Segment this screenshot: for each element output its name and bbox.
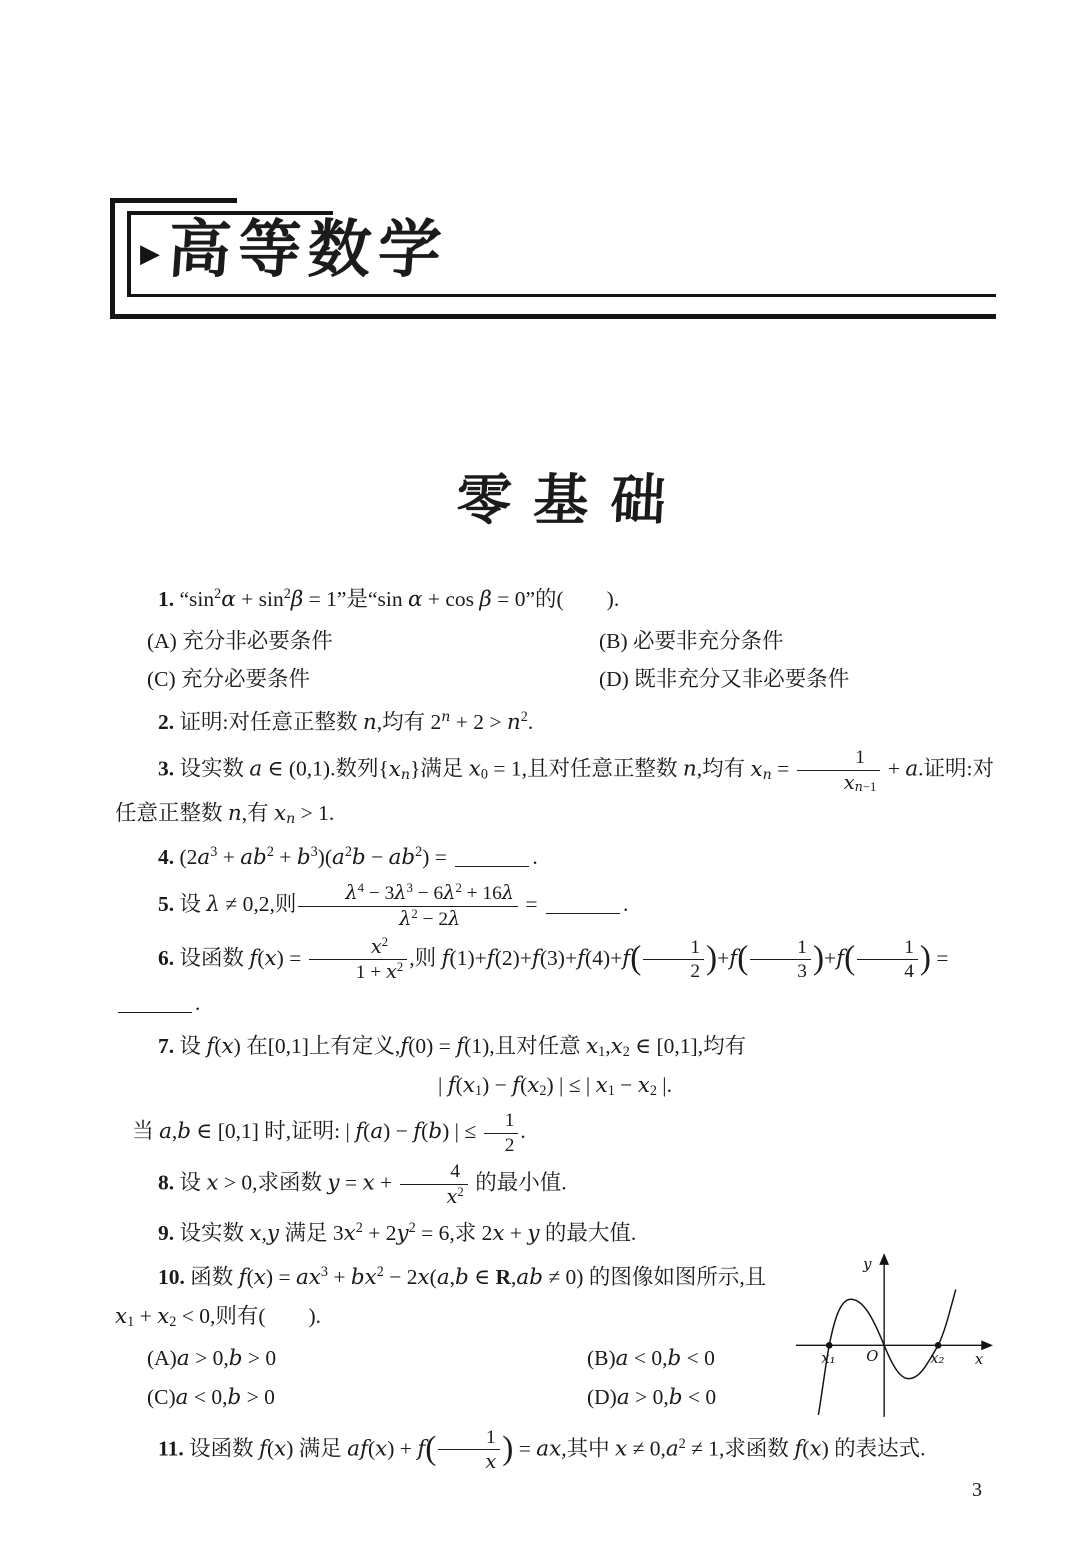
problem-11: 11. 设函数 f(x) 满足 af(x) + f( $\frac{1}{x}$ ) = ax,其中 $x \ne 0,a^2 \ne 1$,求函数 f(x) 的表达式. [158,1426,926,1474]
chapter-title: 高等数学 [165,215,451,285]
right-triangle-icon: ▶ [140,239,160,269]
problem-10-option-b: (B)a < 0,b < 0 [587,1345,715,1371]
problem-list [115,452,995,1474]
problem-10-options [115,1339,783,1417]
header-border-inner-bottom [127,294,996,297]
header-border-outer-bottom [110,314,996,319]
page-number: 3 [972,1479,982,1501]
cubic-function-figure [789,1250,995,1422]
problem-6: 6. 设函数 f(x) = $\frac{x^2}{1 + x^2}$ ,则 f(1)+f(2)+f(3)+f(4)+f( $\frac{1}{2}$ )+f( $\frac{1}{3}$ )+f( $\frac{1}{4}$ ) = . [115,936,995,1022]
problem-8: 8. 设 x > 0,求函数 y = x + $\frac{4}{x^2}$ 的最小值. [158,1161,567,1208]
header-border-outer-top [110,198,237,203]
root-x2-label: x₂ [930,1349,945,1367]
problem-1-option-b: (B) 必要非充分条件 [599,629,784,653]
header-border-inner-left [127,211,131,295]
problem-9: 9. 设实数 x,y 满足 $3x^2 + 2y^2 = 6$,求 2x + y 的最大值. [158,1219,637,1246]
y-axis-arrow-icon [879,1253,889,1265]
problem-10-option-a: (A)a > 0,b > 0 [147,1345,277,1371]
problem-7-followup: 当 a,b ∈ [0,1] 时,证明: | f(a) − f(b) | ≤ $\frac{1}{2}$ . [132,1109,526,1156]
problem-1-option-d: (D) 既非充分又非必要条件 [599,667,850,691]
root-x2-dot [935,1342,942,1349]
problem-1-option-c: (C) 充分必要条件 [147,667,311,691]
root-x1-dot [826,1342,833,1349]
problem-10-text: 10. 函数 $f(x) = ax^3 + bx^2 - 2x(a,b$ ∈ R,ab ≠ 0) 的图像如图所示,且 $x_1 + x_2 < 0$,则有( ). [115,1263,767,1330]
chapter-header [110,198,996,320]
problem-10-option-d: (D)a > 0,b < 0 [587,1384,717,1410]
problem-3: 3. 设实数 a ∈ (0,1).数列$\{x_n\}$满足 $x_0 = 1$,且对任意正整数 n,均有 $x_n$ = $\frac{1}{x_{n-1}}$ + a.证明:对任意正整数 n,有 $x_n > 1$. [115,747,995,828]
problem-2: 2. 证明:对任意正整数 n,均有 $2^n + 2 > n^2$. [158,709,534,735]
section-title: 零基础 [454,470,690,531]
problem-7: 7. 设 f(x) 在[0,1]上有定义,f(0) = f(1),且对任意 $x_1,x_2$ ∈ [0,1],均有 [158,1033,747,1060]
problem-5: 5. 设 λ ≠ 0,2,则 $\frac{\lambda^4 - 3\lambda^3 - 6\lambda^2 + 16\lambda}{\lambda^2 - 2\lambda}$ = . [158,881,629,930]
problem-4: 4. $(2a^3 + ab^2 + b^3)(a^2b - ab^2)$ = . [158,844,538,871]
y-axis-label: y [863,1255,872,1273]
problem-1-options [115,622,995,698]
problem-1-option-a: (A) 充分非必要条件 [147,629,333,653]
problem-1: 1. “$\sin^2\alpha + \sin^2\beta = 1$”是“sin α + cos β = 0”的( ). [158,586,620,612]
root-x1-label: x₁ [821,1349,836,1367]
problem-7-equation: | $f(x_1) - f(x_2)$ | ≤ | $x_1 - x_2$ |. [438,1072,672,1099]
origin-label: O [866,1347,879,1365]
x-axis-arrow-icon [981,1340,993,1350]
x-axis-label: x [974,1350,984,1368]
problem-10-option-c: (C)a < 0,b > 0 [147,1384,275,1410]
problem-10 [115,1255,995,1422]
header-border-outer-left [110,198,115,319]
